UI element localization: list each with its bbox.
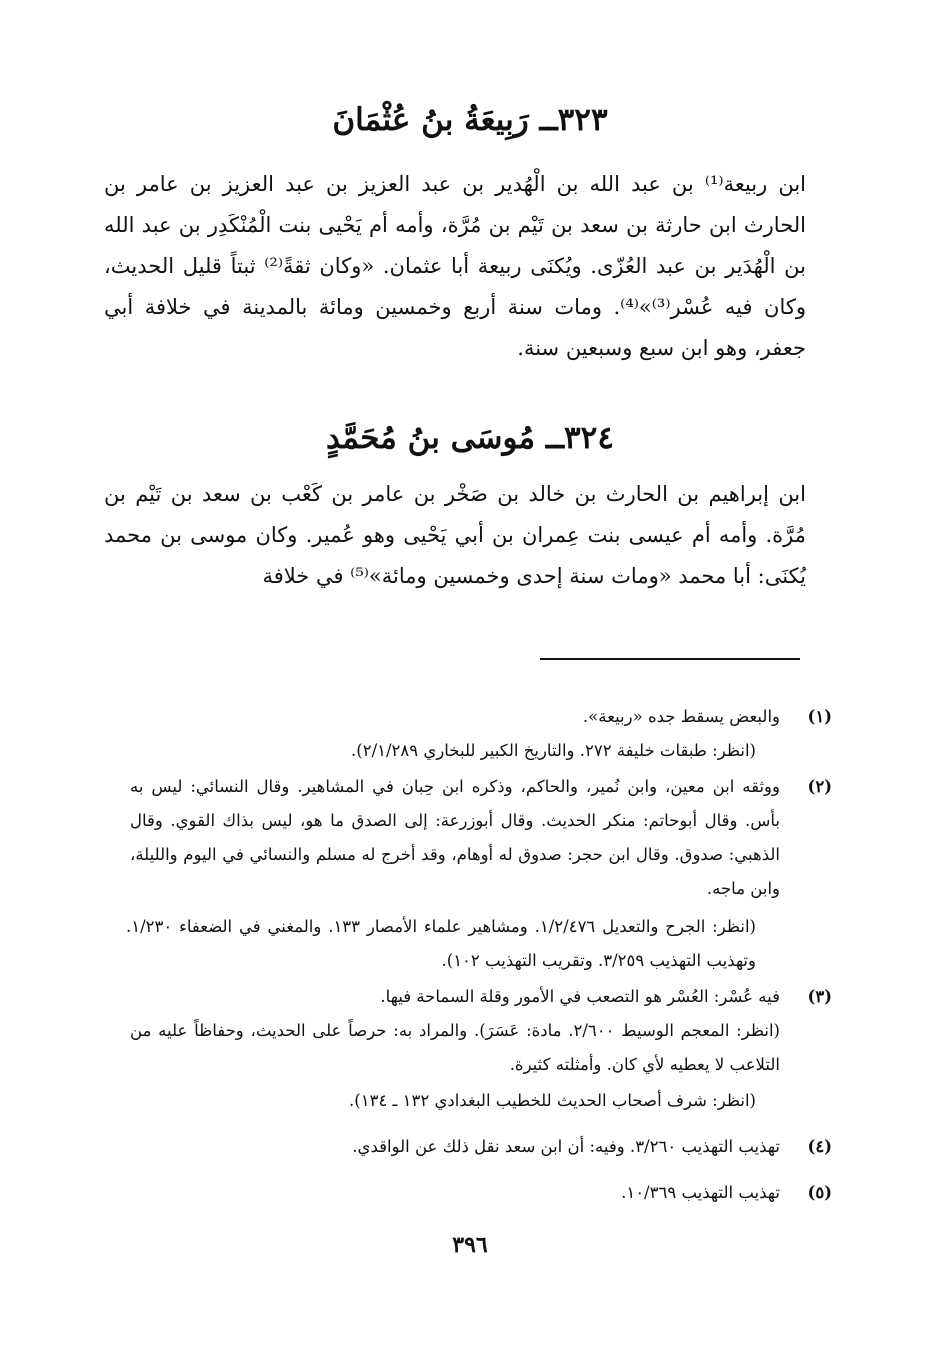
footnote-number: (٤)	[807, 1137, 832, 1156]
footnote-number: (١)	[807, 707, 832, 726]
footnote-text: والبعض يسقط جده «ربيعة».	[582, 707, 780, 726]
page-number: ٣٩٦	[452, 1232, 488, 1258]
footnote-separator	[540, 658, 800, 660]
footnote-text: تهذيب التهذيب ٣/٢٦٠. وفيه: أن ابن سعد نقل ذلك عن الواقدي.	[352, 1137, 780, 1156]
footnote-number: (٢)	[807, 777, 832, 796]
footnote-source: (انظر: طبقات خليفة ٢٧٢. والتاريخ الكبير للبخاري ٢/١/٢٨٩).	[351, 741, 756, 760]
entry-heading-rabia: ٣٢٣ــ رَبِيعَةُ بنُ عُثْمَانَ	[332, 102, 608, 138]
footnote-number: (٣)	[807, 987, 832, 1006]
footnote-source: (انظر: المعجم الوسيط ٢/٦٠٠. مادة: عَسَرَ). والمراد به: حرصاً على الحديث، وحفاظاً عليه من التلاعب لا يعطيه لأي كان. وأمثلته كثيرة.	[130, 1021, 780, 1074]
entry-heading-musa: ٣٢٤ــ مُوسَى بنُ مُحَمَّدٍ	[326, 420, 614, 456]
footnote-text: فيه عُسْر: العُسْر هو التصعب في الأمور وقلة السماحة فيها.	[380, 987, 780, 1006]
entry-text-musa: ابن إبراهيم بن الحارث بن خالد بن صَخْر بن عامر بن كَعْب بن سعد بن تَيْم بن مُرَّة. وأمه أم عيسى بنت عِمران بن أبي يَحْيى وهو عُمير. وكان موسى بن محمد يُكنَى: أبا محمد «ومات سنة إحدى وخمسين ومائة»⁽⁵⁾ في خلافة	[104, 482, 806, 588]
footnote-source-2: (انظر: شرف أصحاب الحديث للخطيب البغدادي ١٣٢ ـ ١٣٤).	[349, 1091, 756, 1110]
entry-text-rabia: ابن ربيعة⁽¹⁾ بن عبد الله بن الْهُدير بن عبد العزيز بن عبد العزيز بن عامر بن الحارث ابن حارثة بن سعد بن تَيْم بن مُرَّة، وأمه أم يَحْيى بنت الْمُنْكَدِر بن عبد الله بن الْهُدَير بن عبد العُزّى. ويُكنَى ربيعة أبا عثمان. «وكان ثقةً⁽²⁾ ثبتاً قليل الحديث، وكان فيه عُسْر⁽³⁾»⁽⁴⁾. ومات سنة أربع وخمسين ومائة بالمدينة في خلافة أبي جعفر، وهو ابن سبع وسبعين سنة.	[104, 172, 807, 360]
footnote-source: (انظر: الجرح والتعديل ١/٢/٤٧٦. ومشاهير علماء الأمصار ١٣٣. والمغني في الضعفاء ١/٢٣٠. وتهذيب التهذيب ٣/٢٥٩. وتقريب التهذيب ١٠٢).	[126, 917, 756, 970]
footnote-number: (٥)	[807, 1183, 832, 1202]
footnote-text: تهذيب التهذيب ١٠/٣٦٩.	[621, 1183, 780, 1202]
footnote-text: ووثقه ابن معين، وابن نُمير، والحاكم، وذكره ابن حِبان في المشاهير. وقال النسائي: ليس به بأس. وقال أبوحاتم: منكر الحديث. وقال أبوزرعة: إلى الصدق ما هو، ليس بذاك القوي. وقال الذهبي: صدوق. وقال ابن حجر: صدوق له أوهام، وقد أخرج له مسلم والنسائي في اليوم والليلة، وابن ماجه.	[130, 777, 780, 898]
